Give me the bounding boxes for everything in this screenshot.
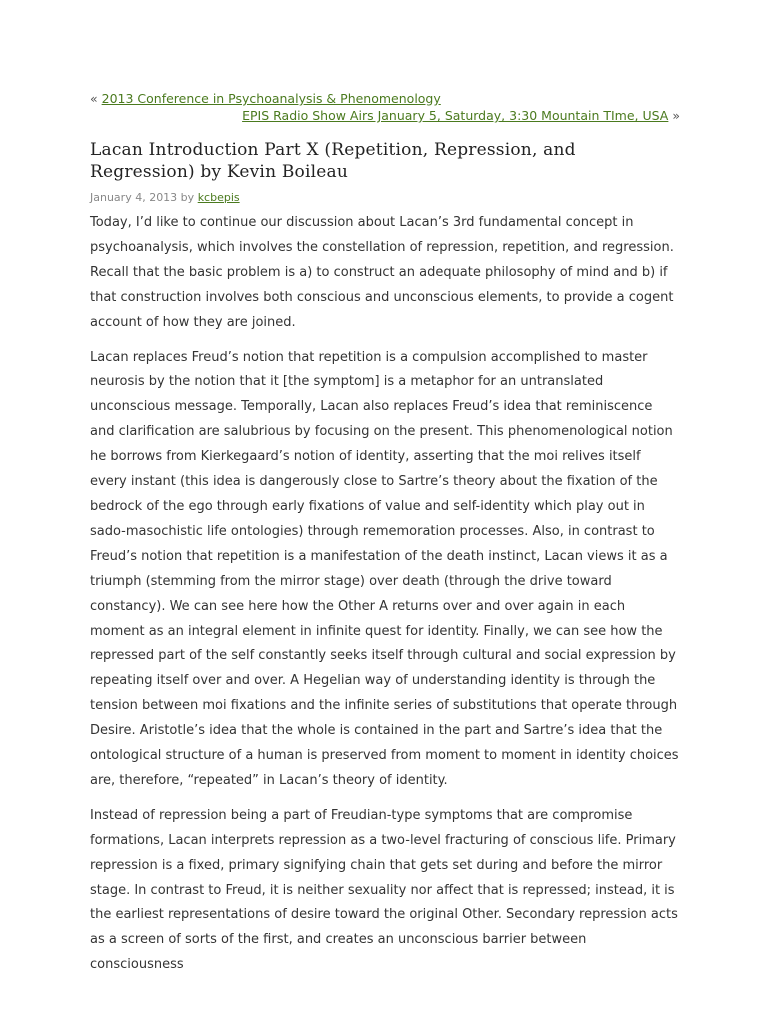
author-link[interactable]: kcbepis bbox=[197, 191, 240, 204]
previous-post-link[interactable]: 2013 Conference in Psychoanalysis & Phenomenology bbox=[101, 91, 441, 106]
previous-post bbox=[90, 90, 680, 107]
next-post bbox=[90, 107, 680, 124]
paragraph: Instead of repression being a part of Freudian-type symptoms that are compromise formations, Lacan interprets repression as a two-level fracturing of conscious life. Primary repression is a fixed, primary signifying chain that gets set during and before the mirror stage. In contrast to Freud, it is neither sexuality nor affect that is repressed; instead, it is the earliest representations of desire toward the original Other. Secondary repression acts as a screen of sorts of the first, and creates an unconscious barrier between consciousness bbox=[90, 807, 678, 973]
post-title: Lacan Introduction Part X (Repetition, Repression, and Regression) by Kevin Boileau bbox=[90, 140, 576, 182]
next-post-link[interactable]: EPIS Radio Show Airs January 5, Saturday, 3:30 Mountain TIme, USA bbox=[242, 108, 669, 123]
previous-arrow: « bbox=[90, 91, 102, 106]
post-date: January 4, 2013 bbox=[90, 191, 178, 204]
paragraph: Lacan replaces Freud’s notion that repetition is a compulsion accomplished to master neurosis by the notion that it [the symptom] is a metaphor for an untranslated unconscious message. Temporally, Lacan also replaces Freud’s idea that reminiscence and clarification are salubrious by focusing on the present. This phenomenological notion he borrows from Kierkegaard’s notion of identity, asserting that the moi relives itself every instant (this idea is dangerously close to Sartre’s theory about the fixation of the bedrock of the ego through early fixations of value and self-identity which play out in sado-masochistic life ontologies) through rememoration processes. Also, in contrast to Freud’s notion that repetition is a manifestation of the death instinct, Lacan views it as a triumph (stemming from the mirror stage) over death (through the drive toward constancy). We can see here how the Other A returns over and over again in each moment as an integral element in infinite quest for identity. Finally, we can see how the repressed part of the self constantly seeks itself through cultural and social expression by repeating itself over and over. A Hegelian way of understanding identity is through the tension between moi fixations and the infinite series of substitutions that operate through Desire. Aristotle’s idea that the whole is contained in the part and Sartre’s idea that the ontological structure of a human is preserved from moment to moment in identity choices are, therefore, “repeated” in Lacan’s theory of identity. bbox=[90, 349, 679, 788]
post-body bbox=[90, 211, 680, 988]
paragraph: Today, I’d like to continue our discussion about Lacan’s 3rd fundamental concept in psychoanalysis, which involves the constellation of repression, repetition, and regression. Recall that the basic problem is a) to construct an adequate philosophy of mind and b) if that construction involves both conscious and unconscious elements, to provide a cogent account of how they are joined. bbox=[90, 215, 674, 330]
next-arrow: » bbox=[668, 108, 680, 123]
post-by: by bbox=[177, 191, 198, 204]
post-navigation bbox=[90, 90, 680, 124]
post-meta bbox=[90, 190, 240, 206]
